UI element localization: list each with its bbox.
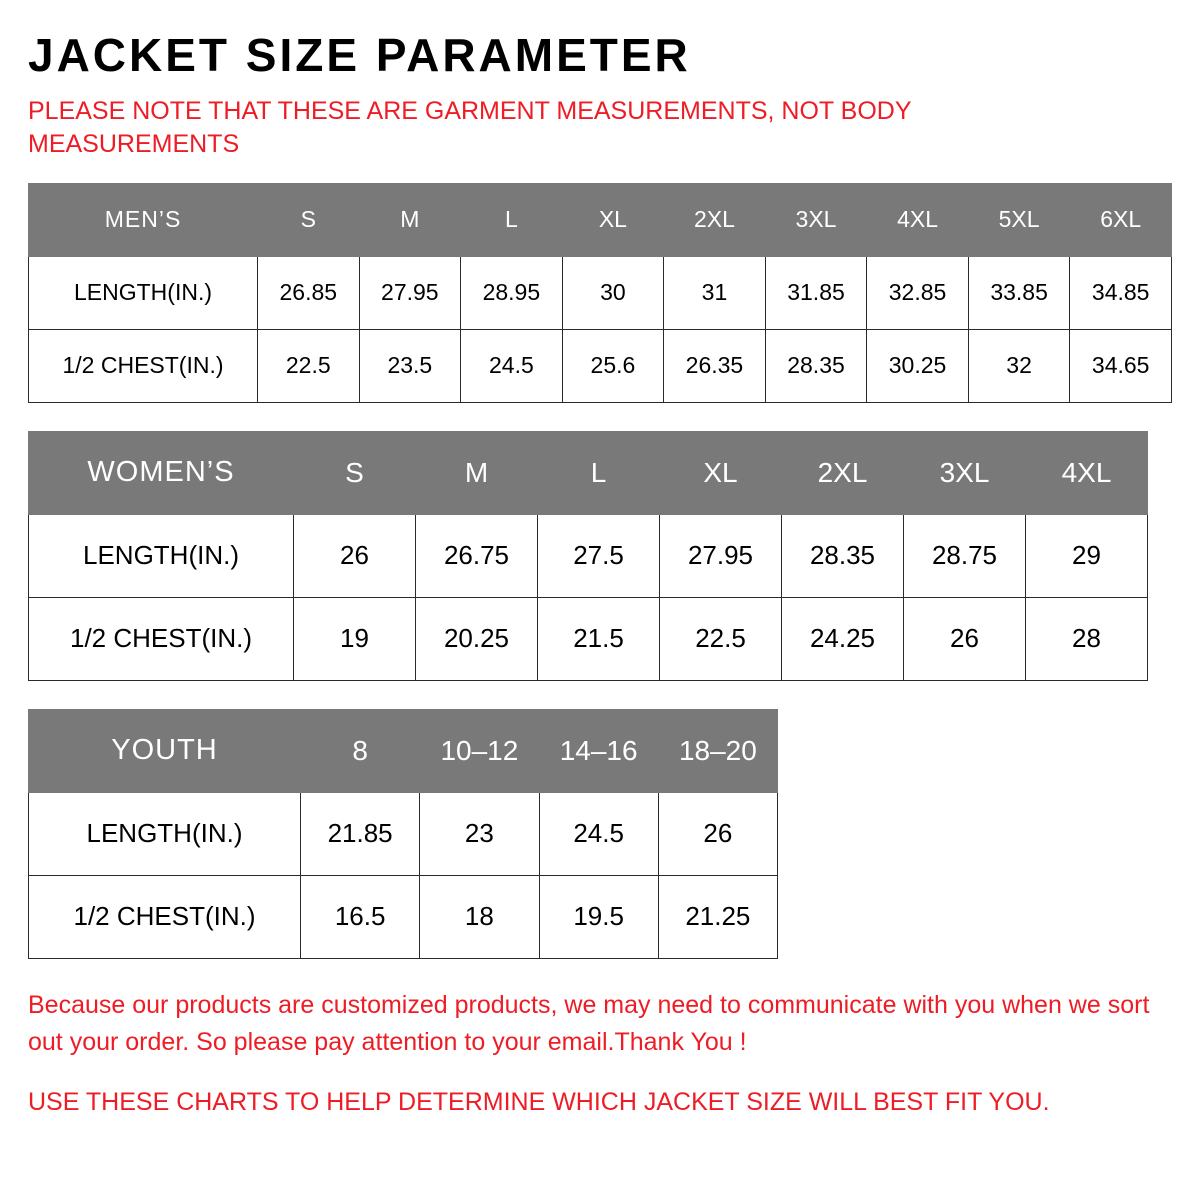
table-cell: 24.25 [782, 597, 904, 680]
table-cell: 26 [294, 514, 416, 597]
table-cell: 32.85 [867, 256, 969, 329]
table-cell: 22.5 [258, 329, 360, 402]
table-cell: 21.5 [538, 597, 660, 680]
table-cell: 27.95 [359, 256, 461, 329]
table-cell: 23.5 [359, 329, 461, 402]
table-cell: 26.85 [258, 256, 360, 329]
table-cell: 31.85 [765, 256, 867, 329]
table-cell: 28 [1026, 597, 1148, 680]
table-column-header: 2XL [664, 183, 766, 256]
table-column-header: 2XL [782, 431, 904, 514]
table-column-header: 14–16 [539, 709, 658, 792]
table-cell: 28.35 [765, 329, 867, 402]
table-cell: 26 [904, 597, 1026, 680]
table-cell: 19 [294, 597, 416, 680]
table-corner-label: WOMEN’S [29, 431, 294, 514]
table-column-header: XL [660, 431, 782, 514]
table-column-header: 10–12 [420, 709, 539, 792]
table-column-header: S [258, 183, 360, 256]
table-cell: 34.65 [1070, 329, 1172, 402]
table-cell: 26 [658, 792, 777, 875]
table-corner-label: MEN’S [29, 183, 258, 256]
table-column-header: M [416, 431, 538, 514]
table-column-header: 3XL [904, 431, 1026, 514]
table-cell: 28.75 [904, 514, 1026, 597]
table-row-header: 1/2 CHEST(IN.) [29, 875, 301, 958]
table-cell: 27.95 [660, 514, 782, 597]
table-cell: 21.85 [301, 792, 420, 875]
table-column-header: L [461, 183, 563, 256]
table-column-header: 6XL [1070, 183, 1172, 256]
table-column-header: 5XL [968, 183, 1070, 256]
table-column-header: 4XL [1026, 431, 1148, 514]
footer-note-charts: USE THESE CHARTS TO HELP DETERMINE WHICH JACKET SIZE WILL BEST FIT YOU. [28, 1087, 1050, 1116]
table-column-header: XL [562, 183, 664, 256]
table-cell: 29 [1026, 514, 1148, 597]
table-column-header: L [538, 431, 660, 514]
table-cell: 24.5 [461, 329, 563, 402]
table-cell: 19.5 [539, 875, 658, 958]
womens-table-body [29, 431, 1148, 680]
table-cell: 31 [664, 256, 766, 329]
table-row-header: LENGTH(IN.) [29, 514, 294, 597]
table-row-header: LENGTH(IN.) [29, 256, 258, 329]
table-row [29, 875, 778, 958]
footer-note-customized: Because our products are customized products, we may need to communicate with you when we sort out your order. So please pay attention to your email.Thank You ! [28, 990, 1150, 1057]
table-header-row [29, 431, 1148, 514]
mens-size-table [28, 183, 1172, 403]
table-cell: 23 [420, 792, 539, 875]
table-cell: 30.25 [867, 329, 969, 402]
table-cell: 28.35 [782, 514, 904, 597]
table-row [29, 597, 1148, 680]
page-title: JACKET SIZE PARAMETER [28, 29, 691, 81]
table-column-header: 3XL [765, 183, 867, 256]
table-column-header: 4XL [867, 183, 969, 256]
table-cell: 20.25 [416, 597, 538, 680]
table-cell: 21.25 [658, 875, 777, 958]
womens-size-table [28, 431, 1148, 681]
mens-table-body [29, 183, 1172, 402]
table-header-row [29, 183, 1172, 256]
table-row-header: 1/2 CHEST(IN.) [29, 597, 294, 680]
table-row-header: LENGTH(IN.) [29, 792, 301, 875]
table-cell: 28.95 [461, 256, 563, 329]
table-cell: 32 [968, 329, 1070, 402]
table-column-header: S [294, 431, 416, 514]
table-cell: 26.75 [416, 514, 538, 597]
table-row-header: 1/2 CHEST(IN.) [29, 329, 258, 402]
youth-size-table [28, 709, 778, 959]
table-cell: 24.5 [539, 792, 658, 875]
youth-table-body [29, 709, 778, 958]
table-cell: 25.6 [562, 329, 664, 402]
table-cell: 33.85 [968, 256, 1070, 329]
table-cell: 22.5 [660, 597, 782, 680]
table-cell: 30 [562, 256, 664, 329]
table-corner-label: YOUTH [29, 709, 301, 792]
table-row [29, 329, 1172, 402]
measurement-note: PLEASE NOTE THAT THESE ARE GARMENT MEASUREMENTS, NOT BODY MEASUREMENTS [28, 96, 912, 158]
table-cell: 16.5 [301, 875, 420, 958]
table-cell: 34.85 [1070, 256, 1172, 329]
table-column-header: 8 [301, 709, 420, 792]
table-row [29, 792, 778, 875]
table-cell: 27.5 [538, 514, 660, 597]
table-column-header: 18–20 [658, 709, 777, 792]
table-cell: 18 [420, 875, 539, 958]
table-row [29, 256, 1172, 329]
table-column-header: M [359, 183, 461, 256]
table-header-row [29, 709, 778, 792]
table-cell: 26.35 [664, 329, 766, 402]
table-row [29, 514, 1148, 597]
